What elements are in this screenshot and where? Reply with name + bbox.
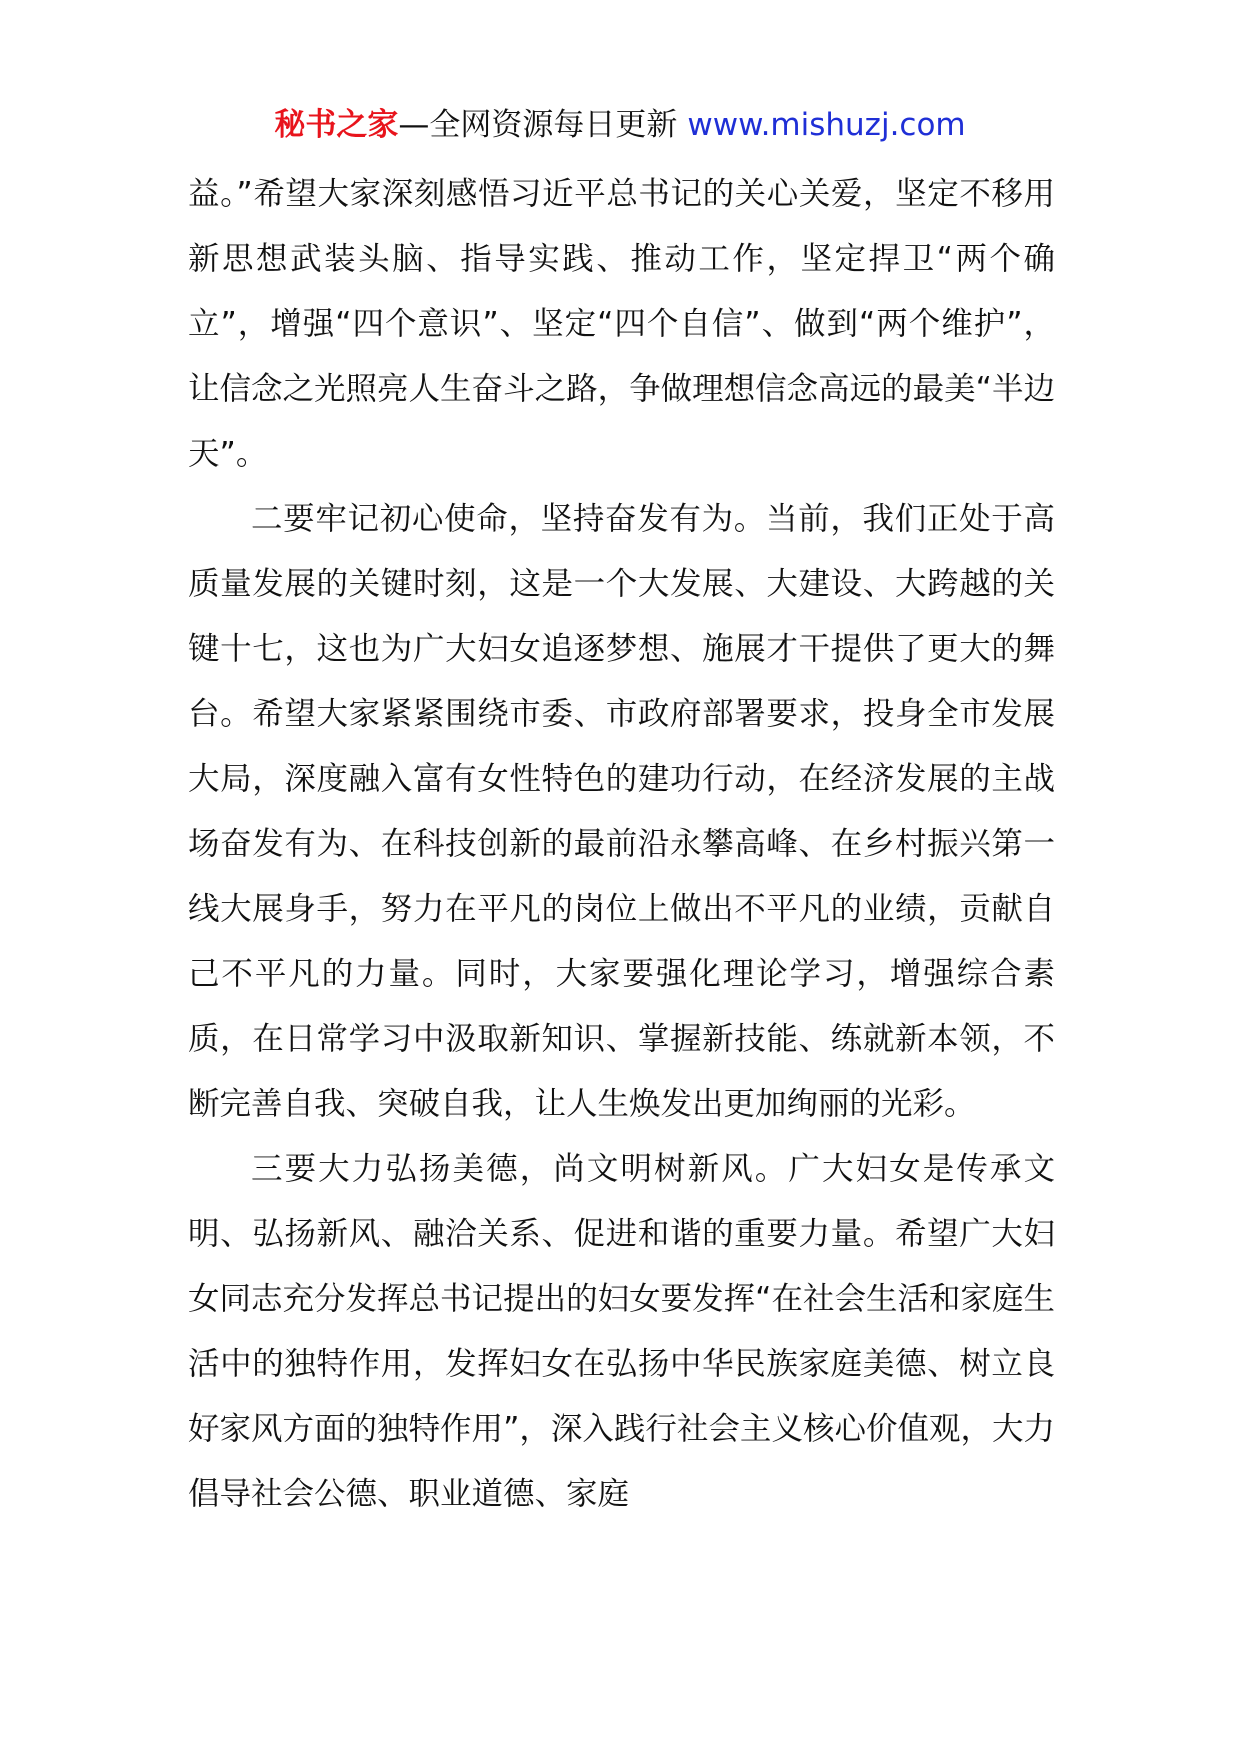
brand-name: 秘书之家 — [274, 107, 399, 143]
paragraph-2: 二要牢记初心使命，坚持奋发有为。当前，我们正处于高质量发展的关键时刻，这是一个大发展、大建设、大跨越的关键十七，这也为广大妇女追逐梦想、施展才干提供了更大的舞台。希望大家紧紧围绕市委、市政府部署要求，投身全市发展大局，深度融入富有女性特色的建功行动，在经济发展的主战场奋发有为、在科技创新的最前沿永攀高峰、在乡村振兴第一线大展身手，努力在平凡的岗位上做出不平凡的业绩，贡献自己不平凡的力量。同时，大家要强化理论学习，增强综合素质，在日常学习中汲取新知识、掌握新技能、练就新本领，不断完善自我、突破自我，让人生焕发出更加绚丽的光彩。 — [188, 501, 1055, 1122]
paragraph-1: 益。”希望大家深刻感悟习近平总书记的关心关爱，坚定不移用新思想武装头脑、指导实践、推动工作，坚定捍卫“两个确立”，增强“四个意识”、坚定“四个自信”、做到“两个维护”，让信念之光照亮人生奋斗之路，争做理想信念高远的最美“半边天”。 — [188, 176, 1055, 472]
page-header — [0, 100, 1240, 150]
website-link[interactable]: www.mishuzj.com — [687, 107, 966, 143]
paragraph-3: 三要大力弘扬美德，尚文明树新风。广大妇女是传承文明、弘扬新风、融洽关系、促进和谐的重要力量。希望广大妇女同志充分发挥总书记提出的妇女要发挥“在社会生活和家庭生活中的独特作用，发挥妇女在弘扬中华民族家庭美德、树立良好家风方面的独特作用”，深入践行社会主义核心价值观，大力倡导社会公德、职业道德、家庭 — [188, 1151, 1055, 1512]
header-tagline: —全网资源每日更新 — [398, 107, 678, 143]
document-body — [188, 162, 1055, 1527]
